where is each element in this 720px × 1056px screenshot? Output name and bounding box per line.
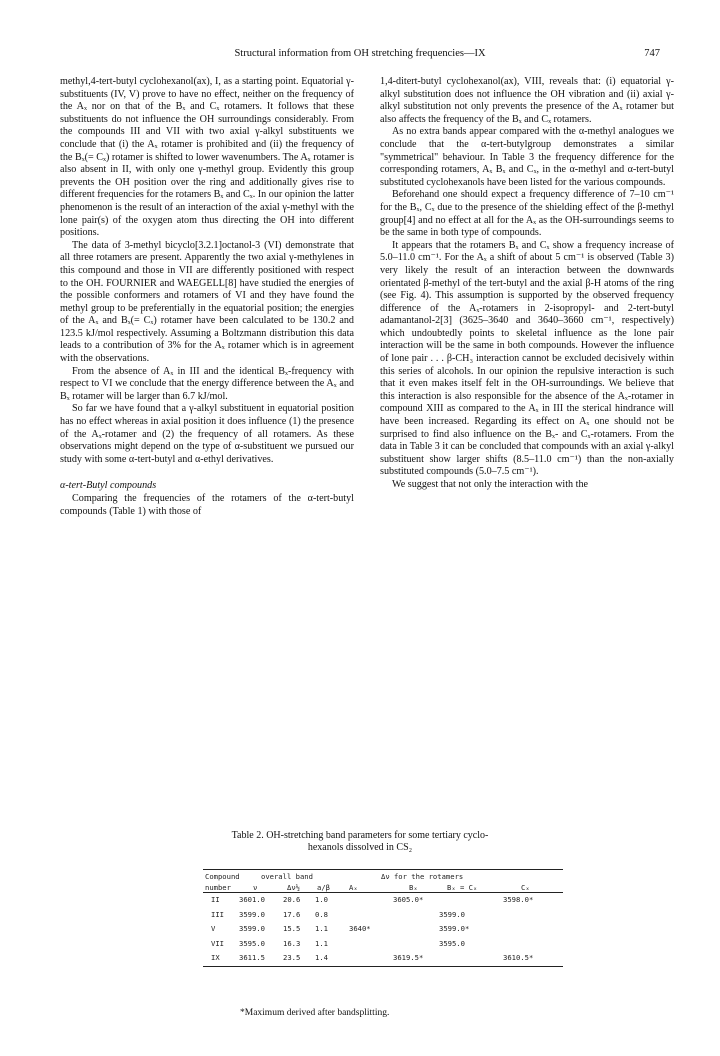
table-cell: 1.1: [315, 924, 328, 933]
paragraph: So far we have found that a γ-alkyl substituent in equatorial position has no effect whereas in axial position it does influence (1) the presence of the Aₓ-rotamer and (2) the frequency of all rotamers. As these observations might depend on the type of α-substituent we pursued our study with some α-tert-butyl and α-ethyl derivatives.: [60, 403, 354, 465]
table-cell: 16.3: [283, 938, 301, 948]
paragraph: methyl,4-tert-butyl cyclohexanol(ax), I, as a starting point. Equatorial γ-substituents (IV, V) prove to have no effect, neither on the frequency of the Aₓ nor on that of the Bₓ and Cₓ rotamers. It follows that these substituents do not influence the OH surroundings considerably. From the compounds III and VII with two axial γ-alkyl substituents we conclude that (i) the Aₓ rotamer is prohibited and (ii) the frequency of the Bₓ(= Cₓ) rotamer is shifted to lower wavenumbers. The Aₓ rotamer is also absent in II, with only one γ-methyl group. Evidently this group prevents the OH position over the ring and additionally gives rise to different frequencies for the rotamers Bₓ and Cₓ. In our opinion the latter phenomenon is the result of an interaction of the axial γ-methyl with the lone pair(s) of the oxygen atom thus directing the OH into different positions.: [60, 76, 354, 239]
header-cell: number: [205, 883, 231, 892]
paragraph: From the absence of Aₓ in III and the identical Bₓ-frequency with respect to VI we conclude that the energy difference between the Aₓ and Bₓ rotamer will be larger than 6.7 kJ/mol.: [60, 365, 354, 402]
table-cell: 3610.5*: [503, 953, 534, 962]
table-footnote: *Maximum derived after bandsplitting.: [240, 1008, 390, 1018]
table-cell: 3595.0: [239, 938, 265, 948]
paragraph: Comparing the frequencies of the rotamers of the α-tert-butyl compounds (Table 1) with those of: [60, 493, 354, 517]
table-cell: 20.6: [283, 895, 301, 904]
table-header-row: [203, 870, 563, 881]
table-cell: 23.5: [283, 953, 301, 962]
paragraph: As no extra bands appear compared with the α-methyl analogues we conclude that the α-tert-butylgroup demonstrates a similar "symmetrical" behaviour. In Table 3 the frequency difference for the corresponding rotamers, Aₓ Bₓ and Cₓ, in the α-methyl and α-tert-butyl substituted cyclohexanols have been listed for the various compounds.: [380, 126, 674, 188]
table-row: [203, 937, 563, 952]
table-rule: [203, 966, 563, 967]
table-cell: II: [211, 895, 220, 904]
table-cell: VII: [211, 938, 224, 948]
table-caption: [60, 830, 660, 854]
paragraph: The data of 3-methyl bicyclo[3.2.1]octanol-3 (VI) demonstrate that all three rotamers are present. Apparently the two axial γ-methylenes in this compound and those in VII are differently positioned with respect to the OH. FOURNIER and WAEGELL[8] have studied the energies of the possible conformers and rotamers of VI and they have found the methyl group to be preferentially in the equatorial position; the energies of the Aₓ and Bₓ(= Cₓ) rotamer have been calculated to be 130.2 and 123.5 kJ/mol respectively. Assuming a Boltzmann distribution this data leads to a contribution of 3% for the Aₓ rotamer which is in agreement with the observations.: [60, 239, 354, 365]
table-row: [203, 951, 563, 966]
header-cell: a/β: [317, 883, 330, 892]
table-caption-line: hexanols dissolved in CS₂: [307, 842, 413, 853]
table-cell: 3595.0: [439, 938, 465, 948]
table-row: [203, 922, 563, 937]
table-cell: IX: [211, 953, 220, 962]
table-cell: 1.0: [315, 895, 328, 904]
table-cell: V: [211, 924, 216, 933]
table-cell: 3599.0: [439, 909, 465, 919]
header-cell: Bₓ = Cₓ: [447, 883, 478, 892]
table-cell: 17.6: [283, 909, 301, 919]
header-cell: Compound: [205, 872, 240, 881]
header-cell: ν: [253, 883, 258, 892]
table-cell: 3640*: [349, 924, 371, 933]
table-row: [203, 893, 563, 908]
header-cell: overall band: [261, 872, 313, 881]
left-column: [60, 76, 354, 518]
paragraph: 1,4-ditert-butyl cyclohexanol(ax), VIII, reveals that: (i) equatorial γ-alkyl substitution does not influence the OH vibration and (ii) axial γ-alkyl substitution not only prevents the presence of the Aₓ rotamer but also affects the frequency of the Bₓ and Cₓ rotamers.: [380, 76, 674, 125]
data-table: [203, 869, 563, 967]
table-cell: 3605.0*: [393, 895, 424, 904]
table-cell: 3611.5: [239, 953, 265, 962]
table-cell: 3599.0: [239, 924, 265, 933]
table-cell: 1.1: [315, 938, 328, 948]
paragraph: It appears that the rotamers Bₓ and Cₓ show a frequency increase of 5.0–11.0 cm⁻¹. For the Aₓ a shift of about 5 cm⁻¹ is observed (Table 3) very likely the result of an interaction between the downwards orientated β-methyl of the tert-butyl and the axial β-H atoms of the ring (see Fig. 4). This assumption is supported by the observed frequency difference of the Aₓ-rotamers in 2-isopropyl- and 2-tert-butyl adamantanol-2[3] (3625–3640 and 3640–3660 cm⁻¹, respectively) which undoubtedly points to skeletal influence as the lone pair interaction will be the same in both compounds. However the influence of lone pair . . . β-CH₃ interaction cannot be excluded decisively within this series of alcohols. In our opinion the repulsive interaction is such that it even makes itself felt in the OH-surroundings. We believe that this interaction is also responsible for the absence of the Aₓ-rotamer in compound XIII as compared to the Aₓ in III the sterical hindrance will have been increased. Regarding its effect on Aₓ one should not be surprised to find also influence on the Bₓ- and Cₓ-rotamers. From the data in Table 3 it can be concluded that compounds with an axial γ-alkyl substituent show larger shifts (8.5–11.0 cm⁻¹) than the non-axially substituted compounds (5.0–7.5 cm⁻¹).: [380, 239, 674, 478]
paragraph: Beforehand one should expect a frequency difference of 7–10 cm⁻¹ for the Bₓ, Cₓ due to the presence of the shielding effect of the β-methyl group[4] and no effect at all for the Aₓ as the OH-surroundings seems to be the same in both type of compounds.: [380, 189, 674, 239]
header-cell: Bₓ: [409, 883, 418, 892]
header-cell: Aₓ: [349, 883, 358, 892]
right-column: [380, 76, 674, 492]
table-cell: 3598.0*: [503, 895, 534, 904]
table-cell: 0.8: [315, 909, 328, 919]
table-cell: 3599.0: [239, 909, 265, 919]
header-cell: Δν for the rotamers: [381, 872, 464, 881]
table-caption-line: Table 2. OH-stretching band parameters for some tertiary cyclo-: [231, 830, 489, 841]
table-cell: 3619.5*: [393, 953, 424, 962]
page-number: 747: [644, 48, 660, 59]
table-cell: III: [211, 909, 224, 919]
table-header-row: [203, 881, 563, 892]
section-heading: α-tert-Butyl compounds: [60, 480, 157, 492]
running-title: Structural information from OH stretching frequencies—IX: [234, 48, 486, 59]
table-cell: 15.5: [283, 924, 301, 933]
table-cell: 1.4: [315, 953, 328, 962]
running-header: [60, 48, 660, 64]
paragraph: We suggest that not only the interaction with the: [392, 479, 589, 490]
header-cell: Cₓ: [521, 883, 530, 892]
header-cell: Δν½: [287, 883, 300, 892]
table-row: [203, 908, 563, 923]
table-cell: 3601.0: [239, 895, 265, 904]
table-cell: 3599.0*: [439, 924, 470, 933]
